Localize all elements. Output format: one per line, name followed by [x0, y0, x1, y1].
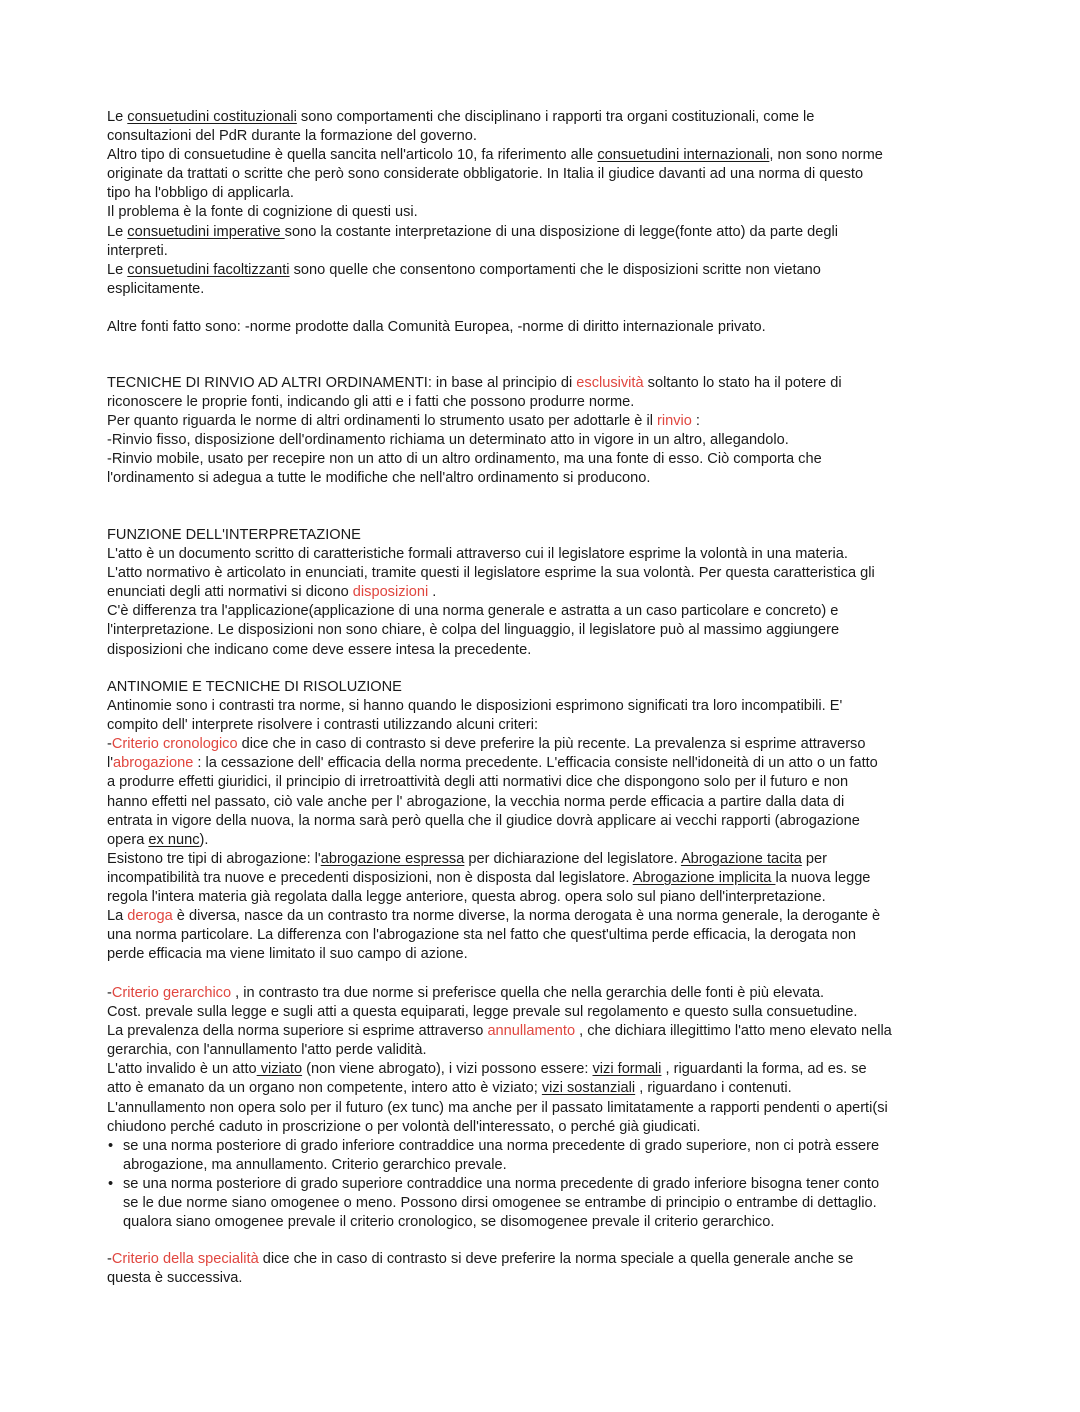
text-line: Antinomie sono i contrasti tra norme, si hanno quando le disposizioni esprimono significati tra loro incompatibili. E': [107, 698, 843, 715]
text: la nuova legge: [775, 869, 871, 886]
term-vizi-formali: vizi formali: [592, 1061, 662, 1078]
term-vizi-sostanziali: vizi sostanziali: [541, 1080, 636, 1097]
text: -: [107, 736, 112, 753]
text-line: tipo ha l'obbligo di applicarla.: [107, 185, 294, 202]
term-consuetudini-internazionali: consuetudini internazionali: [597, 147, 770, 164]
highlight-esclusivita: esclusività: [576, 375, 644, 391]
text-line: una norma particolare. La differenza con l'abrogazione sta nel fatto che quest'ultima perde efficacia, la derogata non: [107, 927, 856, 944]
highlight-rinvio: rinvio: [657, 413, 692, 430]
text: La: [107, 908, 128, 925]
term-consuetudini-facoltizzanti: consuetudini facoltizzanti: [127, 261, 290, 278]
text: Esistono tre tipi di abrogazione: l': [107, 850, 321, 867]
text-line: regola l'intera materia già regolata dalla legge anteriore, questa abrog. opera solo sul piano dell'interpretazione.: [107, 889, 826, 906]
text: Le: [107, 261, 128, 278]
text: L'atto invalido è un atto: [107, 1061, 257, 1078]
text: , in contrasto tra due norme si preferisce quella che nella gerarchia delle fonti è più elevata.: [231, 985, 825, 1001]
section-antinomie: [107, 678, 975, 964]
text: ).: [199, 831, 209, 848]
text: opera: [107, 831, 149, 848]
text-line: chiudono perché caduto in proscrizione o per volontà dell'interessato, o perché già giudicati.: [107, 1118, 701, 1135]
text: La prevalenza della norma superiore si esprime attraverso: [107, 1023, 488, 1040]
text-line: a produrre effetti giuridici, il principio di irretroattività degli atti normativi dice che dispongono solo per il futuro e non: [107, 774, 849, 791]
text: è diversa, nasce da un contrasto tra norme diverse, la norma derogata è una norma generale, la derogante è: [172, 908, 881, 925]
section-criterio-gerarchico: [107, 984, 975, 1232]
text-line: esplicitamente.: [107, 280, 205, 297]
term-ex-nunc: ex nunc: [148, 831, 200, 848]
text-line: -Rinvio mobile, usato per recepire non un atto di un altro ordinamento, ma una fonte di esso. Ciò comporta che: [107, 451, 822, 468]
text: :: [691, 413, 700, 430]
text-line: se una norma posteriore di grado inferiore contraddice una norma precedente di grado superiore, non ci potrà essere: [123, 1137, 880, 1154]
text: Altro tipo di consuetudine è quella sancita nell'articolo 10, fa riferimento alle: [107, 147, 598, 164]
bullet-list: [107, 1137, 975, 1232]
text-line: gerarchia, con l'annullamento l'atto perde validità.: [107, 1042, 427, 1059]
text: per: [801, 850, 827, 867]
text: : la cessazione dell' efficacia della norma precedente. L'efficacia consiste nell'idoneità di un atto o un fatto: [193, 755, 878, 772]
section-criterio-specialita: [107, 1250, 975, 1288]
text-line: Altre fonti fatto sono: -norme prodotte dalla Comunità Europea, -norme di diritto internazionale privato.: [107, 319, 766, 335]
text: per dichiarazione del legislatore.: [464, 850, 681, 867]
highlight-criterio-specialita: Criterio della specialità: [111, 1251, 259, 1267]
section-heading: ANTINOMIE E TECNICHE DI RISOLUZIONE: [107, 679, 402, 695]
text-line: questa è successiva.: [107, 1270, 243, 1287]
text: l': [107, 755, 114, 772]
text: .: [428, 584, 437, 601]
text: Le: [107, 223, 128, 240]
text: atto è emanato da un organo non competente, intero atto è viziato;: [107, 1080, 542, 1097]
text: (non viene abrogato), i vizi possono essere:: [302, 1061, 593, 1078]
text-line: L'annullamento non opera solo per il futuro (ex tunc) ma anche per il passato limitatamente a rapporti pendenti o aperti(si: [107, 1099, 888, 1116]
term-consuetudini-imperative: consuetudini imperative: [127, 223, 285, 240]
term-abrogazione-implicita: Abrogazione implicita: [632, 869, 776, 886]
text: Per quanto riguarda le norme di altri ordinamenti lo strumento usato per adottarle è il: [107, 413, 657, 430]
text: , riguardano i contenuti.: [635, 1080, 792, 1097]
bullet-icon: •: [108, 1175, 114, 1192]
text-line: C'è differenza tra l'applicazione(applicazione di una norma generale e astratta a un caso particolare e concreto) e: [107, 603, 839, 620]
text-line: qualora siano omogenee prevale il criterio cronologico, se disomogenee prevale il criterio gerarchico.: [123, 1214, 775, 1231]
text-line: consultazioni del PdR durante la formazione del governo.: [107, 128, 477, 145]
text: Le: [107, 109, 128, 125]
text-line: L'atto è un documento scritto di caratteristiche formali attraverso cui il legislatore esprime la volontà in una materia.: [107, 546, 848, 563]
text: , non sono norme: [769, 147, 883, 164]
list-item: [107, 1175, 975, 1232]
text-line: Il problema è la fonte di cognizione di questi usi.: [107, 204, 418, 221]
highlight-abrogazione: abrogazione: [113, 755, 194, 772]
paragraph-consuetudini: [107, 108, 975, 299]
highlight-criterio-gerarchico: Criterio gerarchico: [111, 985, 232, 1001]
list-item: [107, 1137, 975, 1175]
term-consuetudini-costituzionali: consuetudini costituzionali: [127, 109, 297, 125]
term-abrogazione-tacita: Abrogazione tacita: [680, 850, 802, 867]
text-line: L'atto normativo è articolato in enunciati, tramite questi il legislatore esprime la sua volontà. Per questa caratteristica gli: [107, 565, 875, 582]
text-line: l'ordinamento si adegua a tutte le modifiche che nell'altro ordinamento si producono.: [107, 470, 651, 487]
highlight-annullamento: annullamento: [487, 1023, 576, 1040]
text: sono comportamenti che disciplinano i rapporti tra organi costituzionali, come le: [296, 109, 815, 125]
text: , riguardanti la forma, ad es. se: [661, 1061, 867, 1078]
highlight-deroga: deroga: [127, 908, 173, 925]
text: -: [107, 1251, 112, 1267]
bullet-icon: •: [108, 1137, 114, 1154]
text: , che dichiara illegittimo l'atto meno elevato nella: [575, 1023, 892, 1040]
text-line: perde efficacia ma viene limitato il suo campo di azione.: [107, 946, 468, 963]
term-abrogazione-espressa: abrogazione espressa: [320, 850, 465, 867]
text: -: [107, 985, 112, 1001]
highlight-disposizioni: disposizioni: [352, 584, 429, 601]
text-line: se una norma posteriore di grado superiore contraddice una norma precedente di grado inferiore bisogna tener conto: [123, 1175, 880, 1192]
text-line: riconoscere le proprie fonti, indicando gli atti e i fatti che possono produrre norme.: [107, 394, 635, 411]
text: sono la costante interpretazione di una disposizione di legge(fonte atto) da parte degli: [284, 223, 838, 240]
text-line: Cost. prevale sulla legge e sugli atti a questa equiparati, legge prevale sul regolamento e questo sulla consuetudine.: [107, 1004, 858, 1021]
text-line: entrata in vigore della nuova, la norma sarà però quella che il giudice dovrà applicare ai vecchi rapporti (abrogazione: [107, 812, 860, 829]
section-heading: FUNZIONE DELL'INTERPRETAZIONE: [107, 527, 361, 543]
text: TECNICHE DI RINVIO AD ALTRI ORDINAMENTI: in base al principio di: [107, 375, 577, 391]
text-line: originate da trattati o scritte che però sono considerate obbligatorie. In Italia il giudice davanti ad una norma di questo: [107, 166, 864, 183]
text-line: -Rinvio fisso, disposizione dell'ordinamento richiama un determinato atto in vigore in un altro, allegandolo.: [107, 432, 789, 449]
text: soltanto lo stato ha il potere di: [643, 375, 842, 391]
text-line: se le due norme siano omogenee o meno. Possono dirsi omogenee se entrambe di principio o entrambe di dettaglio.: [123, 1195, 877, 1212]
highlight-criterio-cronologico: Criterio cronologico: [111, 736, 238, 753]
text-line: compito dell' interprete risolvere i contrasti utilizzando alcuni criteri:: [107, 717, 539, 734]
paragraph-altre-fonti: [107, 318, 975, 337]
text: incompatibilità tra nuove e precedenti disposizioni, non è disposta dal legislatore.: [107, 869, 633, 886]
section-tecniche-di-rinvio: [107, 374, 975, 489]
text-line: hanno effetti nel passato, ciò vale anche per l' abrogazione, la vecchia norma perde efficacia a partire dalla data di: [107, 793, 845, 810]
text: dice che in caso di contrasto si deve preferire la più recente. La prevalenza si esprime attraverso: [237, 736, 866, 753]
term-viziato: viziato: [256, 1061, 303, 1078]
text: enunciati degli atti normativi si dicono: [107, 584, 353, 601]
text: dice che in caso di contrasto si deve preferire la norma speciale a quella generale anche se: [258, 1251, 854, 1267]
text-line: l'interpretazione. Le disposizioni non sono chiare, è colpa del linguaggio, il legislatore può al massimo aggiungere: [107, 622, 840, 639]
text-line: abrogazione, ma annullamento. Criterio gerarchico prevale.: [123, 1156, 507, 1173]
section-funzione-interpretazione: [107, 526, 975, 660]
text-line: interpreti.: [107, 242, 168, 259]
text-line: disposizioni che indicano come deve essere intesa la precedente.: [107, 641, 532, 658]
text: sono quelle che consentono comportamenti che le disposizioni scritte non vietano: [289, 261, 821, 278]
